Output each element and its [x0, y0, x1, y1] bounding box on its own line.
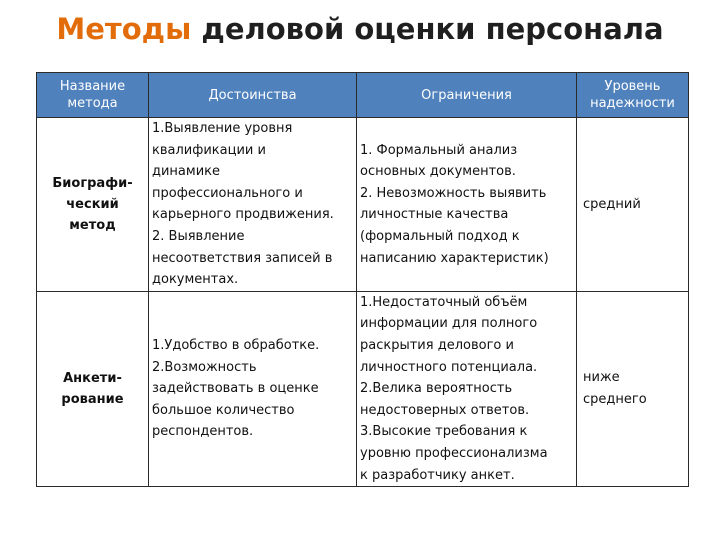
- table-header-row: [37, 73, 689, 118]
- cell-line: к разработчику анкет.: [360, 467, 515, 483]
- limitations-cell: [357, 118, 577, 292]
- cell-line: недостоверных ответов.: [360, 402, 530, 418]
- cell-line: 1.Недостаточный объём: [360, 294, 528, 310]
- header-method-name: [37, 73, 149, 118]
- cell-line: 1.Удобство в обработке.: [152, 337, 320, 353]
- cell-line: раскрытия делового и: [360, 337, 514, 353]
- cell-line: основных документов.: [360, 164, 516, 180]
- cell-line: 2.Возможность: [152, 359, 257, 375]
- cell-line: рование: [61, 391, 124, 407]
- cell-line: большое количество: [152, 402, 295, 418]
- cell-line: динамике: [152, 164, 221, 180]
- cell-line: (формальный подход к: [360, 228, 520, 244]
- advantages-cell: [149, 291, 357, 486]
- header-line: Уровень: [604, 79, 661, 94]
- header-line: надежности: [590, 96, 675, 111]
- header-line: метода: [67, 96, 118, 111]
- cell-line: документах.: [152, 272, 239, 288]
- table-row: [37, 118, 689, 292]
- cell-line: карьерного продвижения.: [152, 207, 334, 223]
- cell-line: респондентов.: [152, 424, 254, 440]
- cell-line: среднего: [583, 391, 647, 407]
- page-title: [0, 8, 720, 50]
- cell-line: ческий: [66, 196, 119, 212]
- cell-line: задействовать в оценке: [152, 381, 319, 397]
- cell-line: метод: [69, 217, 116, 233]
- cell-line: информации для полного: [360, 316, 538, 332]
- cell-line: 1.Выявление уровня: [152, 121, 293, 136]
- header-line: Достоинства: [208, 87, 297, 103]
- title-rest: деловой оценки персонала: [201, 12, 664, 46]
- cell-line: Биографи-: [52, 175, 133, 191]
- cell-line: написанию характеристик): [360, 250, 549, 266]
- method-name-cell: [37, 291, 149, 486]
- header-reliability: [577, 73, 689, 118]
- cell-line: 2. Выявление: [152, 228, 245, 244]
- cell-line: 2.Велика вероятность: [360, 381, 513, 397]
- title-accent: Методы: [56, 12, 192, 46]
- reliability-cell: [577, 118, 689, 292]
- header-line: Ограничения: [421, 87, 512, 103]
- cell-line: 2. Невозможность выявить: [360, 185, 547, 201]
- cell-line: 3.Высокие требования к: [360, 424, 528, 440]
- cell-line: несоответствия записей в: [152, 250, 333, 266]
- cell-line: личностные качества: [360, 207, 509, 223]
- method-name-cell: [37, 118, 149, 292]
- cell-line: Анкети-: [63, 370, 122, 386]
- header-limitations: [357, 73, 577, 118]
- cell-line: средний: [583, 196, 641, 212]
- cell-line: личностного потенциала.: [360, 359, 538, 375]
- methods-table: [36, 72, 689, 487]
- cell-line: ниже: [583, 370, 620, 386]
- header-advantages: [149, 73, 357, 118]
- cell-line: уровню профессионализма: [360, 445, 548, 461]
- header-line: Название: [59, 79, 126, 94]
- limitations-cell: [357, 291, 577, 486]
- cell-line: профессионального и: [152, 185, 303, 201]
- table-row: [37, 291, 689, 486]
- cell-line: 1. Формальный анализ: [360, 142, 518, 158]
- reliability-cell: [577, 291, 689, 486]
- cell-line: квалификации и: [152, 142, 266, 158]
- advantages-cell: [149, 118, 357, 292]
